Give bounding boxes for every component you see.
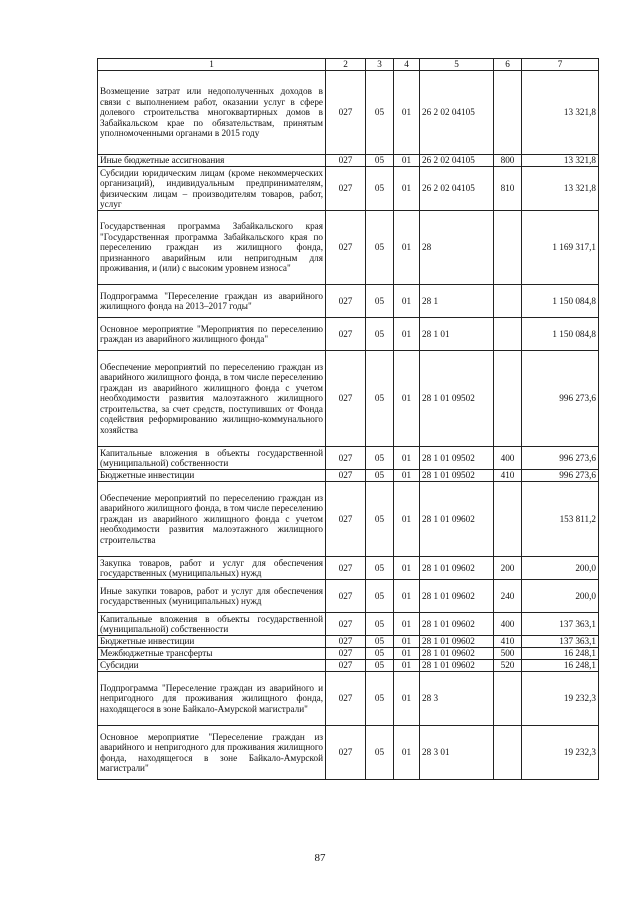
row-target-article: 26 2 02 04105 [420, 167, 494, 211]
row-section-code: 05 [366, 447, 394, 470]
row-subsection-code: 01 [394, 636, 420, 648]
row-description: Основное мероприятие "Мероприятия по переселению граждан из аварийного жилищного фонда" [98, 318, 326, 351]
row-expense-type [494, 211, 522, 285]
row-amount: 19 232,3 [522, 726, 599, 780]
row-target-article: 28 [420, 211, 494, 285]
table-row [98, 660, 599, 672]
row-target-article: 28 1 01 09602 [420, 648, 494, 660]
row-section-code: 05 [366, 580, 394, 613]
row-section-code: 05 [366, 672, 394, 726]
row-admin-code: 027 [326, 351, 366, 447]
row-expense-type: 240 [494, 580, 522, 613]
table-row [98, 318, 599, 351]
row-section-code: 05 [366, 482, 394, 557]
row-expense-type [494, 351, 522, 447]
row-expense-type: 520 [494, 660, 522, 672]
row-admin-code: 027 [326, 636, 366, 648]
row-amount: 996 273,6 [522, 447, 599, 470]
row-expense-type [494, 285, 522, 318]
row-subsection-code: 01 [394, 726, 420, 780]
row-target-article: 28 3 01 [420, 726, 494, 780]
row-section-code: 05 [366, 351, 394, 447]
row-target-article: 28 1 01 09502 [420, 447, 494, 470]
row-description: Возмещение затрат или недополученных доходов в связи с выполнением работ, оказании услуг в сфере долевого строительства многоквартирных домов в Забайкальском крае по обязательствам, принятым уполномоченными органами в 2015 году [98, 71, 326, 155]
row-section-code: 05 [366, 648, 394, 660]
table-row [98, 648, 599, 660]
table-header-row [98, 59, 599, 71]
row-admin-code: 027 [326, 580, 366, 613]
row-expense-type: 810 [494, 167, 522, 211]
table-row [98, 580, 599, 613]
row-admin-code: 027 [326, 285, 366, 318]
row-section-code: 05 [366, 660, 394, 672]
row-subsection-code: 01 [394, 447, 420, 470]
row-subsection-code: 01 [394, 167, 420, 211]
row-amount: 1 150 084,8 [522, 285, 599, 318]
row-subsection-code: 01 [394, 648, 420, 660]
row-admin-code: 027 [326, 470, 366, 482]
row-section-code: 05 [366, 470, 394, 482]
row-description: Обеспечение мероприятий по переселению граждан из аварийного жилищного фонда, в том числе переселению граждан из аварийного жилищного фонда с учетом необходимости развития малоэтажного жилищного строительства, за счет средств, поступивших от Фонда содействия реформированию жилищно-коммунального хозяйства [98, 351, 326, 447]
table-row [98, 285, 599, 318]
row-target-article: 28 1 01 09602 [420, 580, 494, 613]
table-row [98, 447, 599, 470]
row-target-article: 28 1 01 09502 [420, 351, 494, 447]
row-description: Субсидии [98, 660, 326, 672]
row-description: Обеспечение мероприятий по переселению граждан из аварийного жилищного фонда, в том числе переселению граждан из аварийного жилищного фонда с учетом необходимости развития малоэтажного жилищного строительства [98, 482, 326, 557]
row-section-code: 05 [366, 211, 394, 285]
row-subsection-code: 01 [394, 660, 420, 672]
row-section-code: 05 [366, 167, 394, 211]
row-admin-code: 027 [326, 155, 366, 167]
row-section-code: 05 [366, 155, 394, 167]
row-admin-code: 027 [326, 211, 366, 285]
row-subsection-code: 01 [394, 557, 420, 580]
header-cell-2: 2 [326, 59, 366, 71]
row-amount: 16 248,1 [522, 648, 599, 660]
row-subsection-code: 01 [394, 672, 420, 726]
budget-table [97, 58, 599, 780]
page-number: 87 [314, 852, 326, 864]
table-row [98, 470, 599, 482]
row-expense-type: 410 [494, 470, 522, 482]
row-amount: 13 321,8 [522, 155, 599, 167]
row-expense-type [494, 318, 522, 351]
table-row [98, 155, 599, 167]
row-amount: 153 811,2 [522, 482, 599, 557]
header-cell-3: 3 [366, 59, 394, 71]
header-cell-7: 7 [522, 59, 599, 71]
row-amount: 996 273,6 [522, 351, 599, 447]
row-section-code: 05 [366, 71, 394, 155]
row-amount: 137 363,1 [522, 613, 599, 636]
row-admin-code: 027 [326, 672, 366, 726]
row-expense-type: 500 [494, 648, 522, 660]
table-row [98, 636, 599, 648]
row-target-article: 26 2 02 04105 [420, 155, 494, 167]
table-row [98, 557, 599, 580]
row-subsection-code: 01 [394, 482, 420, 557]
row-description: Государственная программа Забайкальского края "Государственная программа Забайкальского края по переселению граждан из жилищного фонда, признанного аварийным или непригодным для проживания, и (или) с высоким уровнем износа" [98, 211, 326, 285]
row-amount: 996 273,6 [522, 470, 599, 482]
row-target-article: 28 1 01 [420, 318, 494, 351]
row-description: Субсидии юридическим лицам (кроме некоммерческих организаций), индивидуальным предпринимателям, физическим лицам – производителям товаров, работ, услуг [98, 167, 326, 211]
row-amount: 13 321,8 [522, 71, 599, 155]
row-subsection-code: 01 [394, 155, 420, 167]
row-description: Иные бюджетные ассигнования [98, 155, 326, 167]
row-description: Капитальные вложения в объекты государственной (муниципальной) собственности [98, 447, 326, 470]
row-expense-type: 400 [494, 447, 522, 470]
row-amount: 200,0 [522, 580, 599, 613]
row-admin-code: 027 [326, 318, 366, 351]
row-amount: 16 248,1 [522, 660, 599, 672]
row-section-code: 05 [366, 726, 394, 780]
row-section-code: 05 [366, 636, 394, 648]
row-expense-type: 400 [494, 613, 522, 636]
row-subsection-code: 01 [394, 318, 420, 351]
row-amount: 200,0 [522, 557, 599, 580]
row-target-article: 28 3 [420, 672, 494, 726]
row-description: Подпрограмма "Переселение граждан из аварийного жилищного фонда на 2013–2017 годы" [98, 285, 326, 318]
row-description: Подпрограмма "Переселение граждан из аварийного и непригодного для проживания жилищного фонда, находящегося в зоне Байкало-Амурской магистрали" [98, 672, 326, 726]
row-admin-code: 027 [326, 648, 366, 660]
header-cell-4: 4 [394, 59, 420, 71]
row-target-article: 28 1 [420, 285, 494, 318]
table-row [98, 351, 599, 447]
row-admin-code: 027 [326, 482, 366, 557]
row-target-article: 26 2 02 04105 [420, 71, 494, 155]
table-row [98, 71, 599, 155]
row-expense-type: 200 [494, 557, 522, 580]
row-target-article: 28 1 01 09602 [420, 482, 494, 557]
row-admin-code: 027 [326, 71, 366, 155]
row-amount: 137 363,1 [522, 636, 599, 648]
row-subsection-code: 01 [394, 580, 420, 613]
header-cell-1: 1 [98, 59, 326, 71]
table-row [98, 482, 599, 557]
row-amount: 13 321,8 [522, 167, 599, 211]
row-subsection-code: 01 [394, 285, 420, 318]
row-amount: 1 150 084,8 [522, 318, 599, 351]
row-subsection-code: 01 [394, 613, 420, 636]
row-target-article: 28 1 01 09602 [420, 636, 494, 648]
row-expense-type [494, 482, 522, 557]
row-admin-code: 027 [326, 660, 366, 672]
row-section-code: 05 [366, 557, 394, 580]
row-section-code: 05 [366, 613, 394, 636]
row-admin-code: 027 [326, 447, 366, 470]
row-description: Бюджетные инвестиции [98, 470, 326, 482]
row-description: Закупка товаров, работ и услуг для обеспечения государственных (муниципальных) нужд [98, 557, 326, 580]
row-expense-type: 800 [494, 155, 522, 167]
row-description: Межбюджетные трансферты [98, 648, 326, 660]
row-subsection-code: 01 [394, 470, 420, 482]
row-description: Капитальные вложения в объекты государственной (муниципальной) собственности [98, 613, 326, 636]
row-admin-code: 027 [326, 613, 366, 636]
table-row [98, 167, 599, 211]
row-target-article: 28 1 01 09602 [420, 557, 494, 580]
row-subsection-code: 01 [394, 211, 420, 285]
row-expense-type [494, 71, 522, 155]
table-row [98, 613, 599, 636]
row-expense-type [494, 672, 522, 726]
row-target-article: 28 1 01 09602 [420, 660, 494, 672]
row-section-code: 05 [366, 318, 394, 351]
row-amount: 19 232,3 [522, 672, 599, 726]
row-expense-type [494, 726, 522, 780]
row-target-article: 28 1 01 09602 [420, 613, 494, 636]
table-row [98, 726, 599, 780]
row-description: Основное мероприятие "Переселение граждан из аварийного и непригодного для проживания жилищного фонда, находящегося в зоне Байкало-Амурской магистрали" [98, 726, 326, 780]
row-description: Иные закупки товаров, работ и услуг для обеспечения государственных (муниципальных) нужд [98, 580, 326, 613]
row-admin-code: 027 [326, 726, 366, 780]
row-target-article: 28 1 01 09502 [420, 470, 494, 482]
row-subsection-code: 01 [394, 351, 420, 447]
header-cell-6: 6 [494, 59, 522, 71]
row-expense-type: 410 [494, 636, 522, 648]
row-description: Бюджетные инвестиции [98, 636, 326, 648]
row-admin-code: 027 [326, 557, 366, 580]
row-subsection-code: 01 [394, 71, 420, 155]
row-section-code: 05 [366, 285, 394, 318]
row-admin-code: 027 [326, 167, 366, 211]
table-row [98, 672, 599, 726]
row-amount: 1 169 317,1 [522, 211, 599, 285]
header-cell-5: 5 [420, 59, 494, 71]
table-row [98, 211, 599, 285]
